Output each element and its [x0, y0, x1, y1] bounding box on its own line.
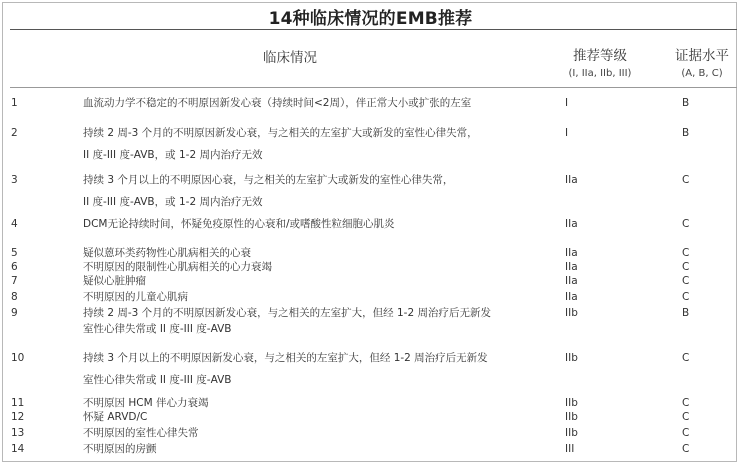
row-number: 9 [11, 307, 18, 319]
row-situation: 持续 3 个月以上的不明原因心衰，与之相关的左室扩大或新发的室性心律失常， [83, 174, 454, 186]
row-level: B [682, 97, 690, 109]
row-level: C [682, 397, 690, 409]
row-level: C [682, 427, 690, 439]
row-number: 1 [11, 97, 18, 109]
row-grade: IIa [565, 275, 578, 287]
row-level: C [682, 411, 690, 423]
table-title: 14种临床情况的EMB推荐 [268, 9, 473, 29]
row-situation: DCM无论持续时间，怀疑免疫原性的心衰和/或嗜酸性粒细胞心肌炎 [83, 218, 395, 230]
row-situation: II 度-III 度-AVB，或 1-2 周内治疗无效 [83, 149, 263, 161]
row-level: C [682, 291, 690, 303]
row-situation: 不明原因 HCM 伴心力衰竭 [83, 397, 209, 409]
row-grade: IIa [565, 174, 578, 186]
row-level: C [682, 247, 690, 259]
row-number: 12 [11, 411, 25, 423]
row-grade: III [565, 443, 575, 455]
row-grade: IIb [565, 427, 578, 439]
row-number: 5 [11, 247, 18, 259]
row-situation: 疑似蒽环类药物性心肌病相关的心衰 [83, 247, 251, 259]
row-number: 6 [11, 261, 18, 273]
row-number: 13 [11, 427, 25, 439]
row-level: C [682, 174, 690, 186]
row-grade: IIb [565, 397, 578, 409]
row-grade: IIb [565, 411, 578, 423]
header-level-sub: (A, B, C) [681, 68, 723, 79]
row-grade: I [565, 127, 569, 139]
header-level: 证据水平 [675, 48, 729, 64]
row-grade: IIa [565, 247, 578, 259]
row-grade: I [565, 97, 569, 109]
row-number: 7 [11, 275, 18, 287]
row-situation: 疑似心脏肿瘤 [83, 275, 146, 287]
row-situation: 持续 3 个月以上的不明原因新发心衰，与之相关的左室扩大，但经 1-2 周治疗后无新发 [83, 352, 488, 364]
row-situation: II 度-III 度-AVB，或 1-2 周内治疗无效 [83, 196, 263, 208]
row-number: 2 [11, 127, 18, 139]
row-grade: IIb [565, 352, 578, 364]
row-level: C [682, 443, 690, 455]
row-level: C [682, 275, 690, 287]
row-situation: 血流动力学不稳定的不明原因新发心衰（持续时间<2周），伴正常大小或扩张的左室 [83, 97, 472, 109]
row-grade: IIb [565, 307, 578, 319]
row-situation: 怀疑 ARVD/C [83, 411, 148, 423]
row-level: C [682, 261, 690, 273]
row-grade: IIa [565, 291, 578, 303]
header-situation: 临床情况 [263, 50, 317, 66]
row-number: 8 [11, 291, 18, 303]
row-situation: 不明原因的房颤 [83, 443, 157, 455]
row-grade: IIa [565, 261, 578, 273]
row-level: C [682, 218, 690, 230]
row-situation: 持续 2 周-3 个月的不明原因新发心衰，与之相关的左室扩大，但经 1-2 周治疗后无新发 [83, 307, 491, 319]
row-number: 3 [11, 174, 18, 186]
header-grade-sub: (I, IIa, IIb, III) [568, 68, 632, 79]
row-situation: 不明原因的限制性心肌病相关的心力衰竭 [83, 261, 272, 273]
row-number: 4 [11, 218, 18, 230]
title-divider [10, 29, 737, 30]
header-divider [10, 87, 737, 88]
row-situation: 室性心律失常或 II 度-III 度-AVB [83, 323, 232, 335]
row-number: 10 [11, 352, 25, 364]
row-situation: 不明原因的儿童心肌病 [83, 291, 188, 303]
row-level: B [682, 307, 690, 319]
row-situation: 不明原因的室性心律失常 [83, 427, 199, 439]
header-grade: 推荐等级 [573, 48, 627, 64]
row-level: B [682, 127, 690, 139]
row-grade: IIa [565, 218, 578, 230]
row-situation: 室性心律失常或 II 度-III 度-AVB [83, 374, 232, 386]
row-number: 14 [11, 443, 25, 455]
row-number: 11 [11, 397, 25, 409]
row-situation: 持续 2 周-3 个月的不明原因新发心衰，与之相关的左室扩大或新发的室性心律失常， [83, 127, 478, 139]
row-level: C [682, 352, 690, 364]
